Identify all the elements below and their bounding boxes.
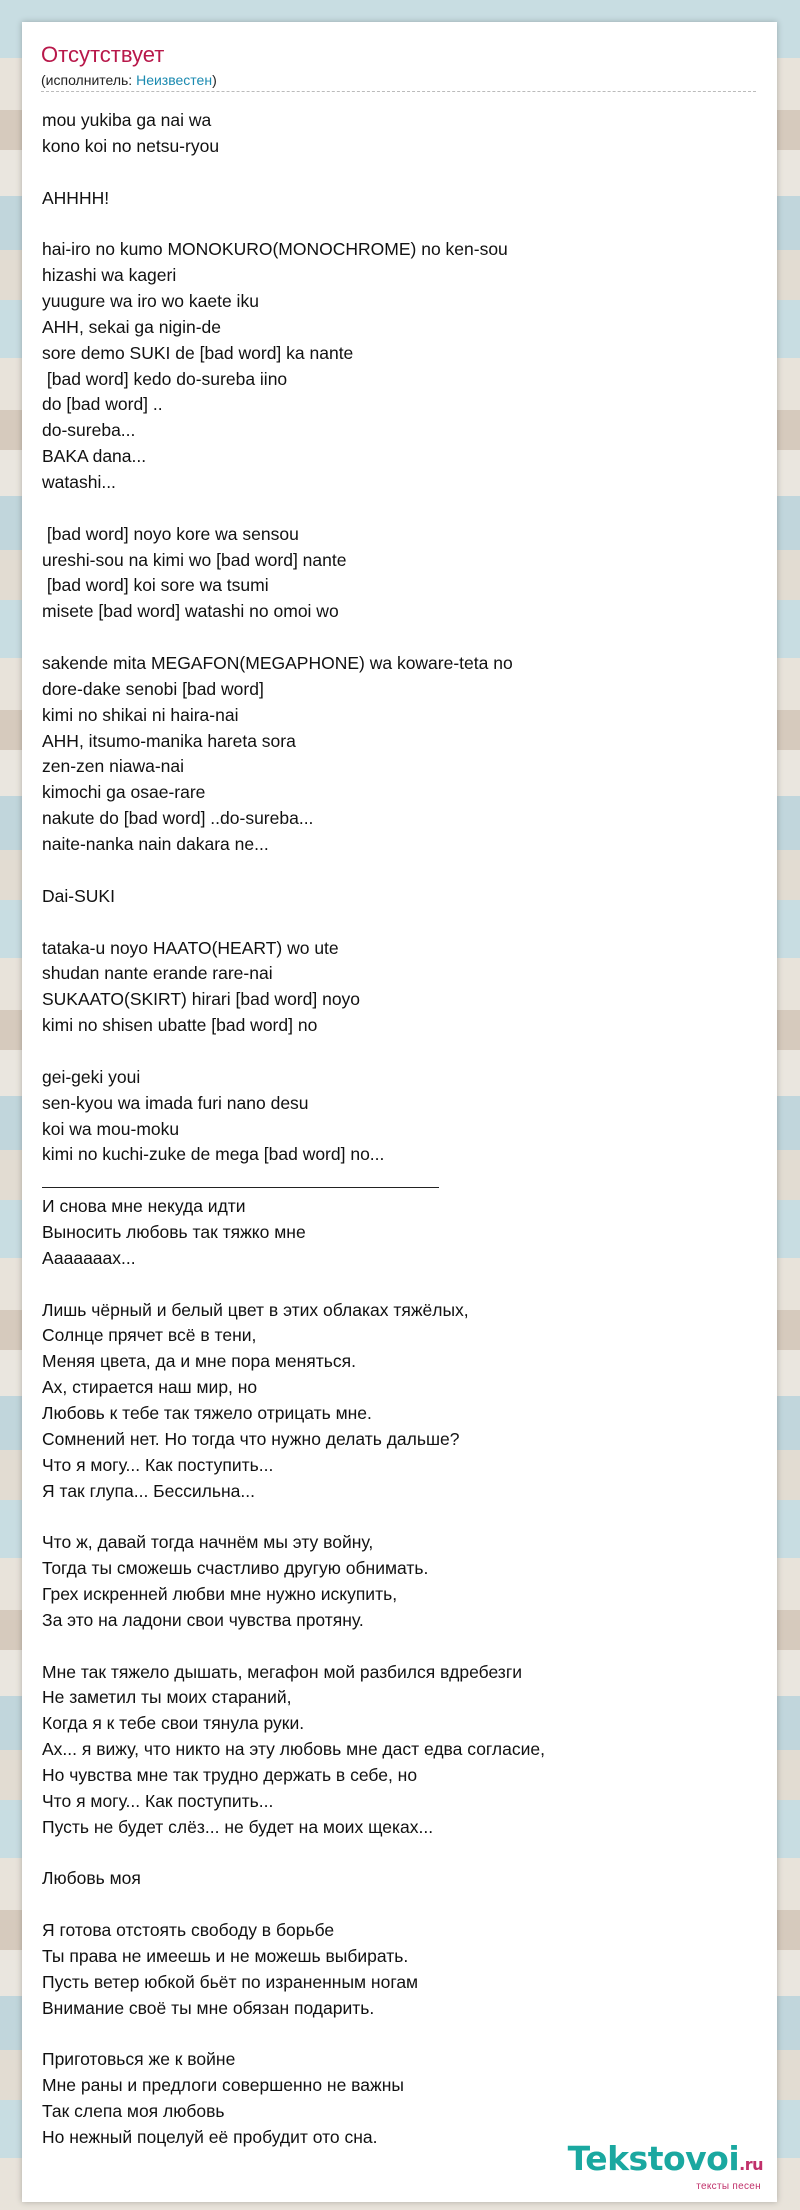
- lyric-line: Ах, стирается наш мир, но: [42, 1377, 258, 1398]
- lyric-line: Любовь к тебе так тяжело отрицать мне.: [42, 1402, 372, 1423]
- lyric-line: Так слепа моя любовь: [42, 2101, 225, 2122]
- lyric-line: dore-dake senobi [bad word]: [42, 678, 264, 699]
- lyric-line: Мне так тяжело дышать, мегафон мой разбился вдребезги: [42, 1661, 522, 1682]
- lyric-line: misete [bad word] watashi no omoi wo: [42, 601, 339, 622]
- lyric-line: [42, 625, 752, 651]
- lyric-line: [42, 211, 752, 237]
- lyric-line: [42, 858, 752, 884]
- artist-link[interactable]: Неизвестен: [136, 72, 213, 88]
- lyric-line: AHH, itsumo-manika hareta sora: [42, 730, 296, 751]
- logo-name: Tekstovoi: [567, 2139, 740, 2178]
- lyric-line: Не заметил ты моих стараний,: [42, 1687, 292, 1708]
- lyric-line: kono koi no netsu-ryou: [42, 135, 220, 156]
- lyric-line: Пусть не будет слёз... не будет на моих щеках...: [42, 1816, 434, 1837]
- logo-tld: .ru: [739, 2155, 763, 2174]
- lyric-line: Пусть ветер юбкой бьёт по израненным ногам: [42, 1971, 419, 1992]
- lyric-line: AHHHH!: [42, 187, 110, 208]
- lyric-line: watashi...: [42, 472, 116, 493]
- lyric-line: [42, 1039, 752, 1065]
- lyric-line: Лишь чёрный и белый цвет в этих облаках тяжёлых,: [42, 1299, 469, 1320]
- lyric-line: kimochi ga osae-rare: [42, 782, 206, 803]
- lyric-line: mou yukiba ga nai wa: [42, 110, 212, 130]
- lyrics-card: [22, 22, 777, 2202]
- lyric-line: [42, 1634, 752, 1660]
- artist-prefix: (исполнитель:: [41, 72, 137, 88]
- lyric-line: Внимание своё ты мне обязан подарить.: [42, 1997, 375, 2018]
- lyric-line: Мне раны и предлоги совершенно не важны: [42, 2075, 404, 2096]
- lyric-line: Солнце прячет всё в тени,: [42, 1325, 257, 1346]
- song-title: Отсутствует: [41, 42, 165, 67]
- lyric-line: Меняя цвета, да и мне пора меняться.: [42, 1351, 356, 1372]
- lyric-line: hizashi wa kageri: [42, 265, 177, 286]
- lyric-line: Аааааaax...: [42, 1247, 136, 1268]
- lyric-line: kimi no shikai ni haira-nai: [42, 704, 239, 725]
- lyric-line: Когда я к тебе свои тянула руки.: [42, 1713, 305, 1734]
- lyric-line: Но нежный поцелуй её пробудит ото сна.: [42, 2127, 378, 2148]
- lyric-line: [bad word] kedo do-sureba iino: [42, 368, 288, 389]
- lyric-line: И снова мне некуда идти: [42, 1196, 246, 1217]
- lyric-line: do [bad word] ..: [42, 394, 163, 415]
- lyric-line: Я готова отстоять свободу в борьбе: [42, 1920, 335, 1941]
- lyric-line: AHH, sekai ga nigin-de: [42, 316, 221, 337]
- lyric-line: yuugure wa iro wo kaete iku: [42, 291, 259, 312]
- lyric-line: Но чувства мне так трудно держать в себе, но: [42, 1765, 418, 1785]
- logo-tagline: тексты песен: [696, 2181, 761, 2192]
- lyric-line: ureshi-sou na kimi wo [bad word] nante: [42, 549, 347, 570]
- lyric-line: BAKA dana...: [42, 446, 147, 467]
- lyric-line: sen-kyou wa imada furi nano desu: [42, 1092, 309, 1113]
- lyric-line: Что я могу... Как поступить...: [42, 1454, 274, 1475]
- lyric-line: nakute do [bad word] ..do-sureba...: [42, 808, 314, 829]
- translation-lyrics: [42, 1194, 752, 2151]
- lyric-line: koi wa mou-moku: [42, 1118, 180, 1139]
- lyric-line: Сомнений нет. Но тогда что нужно делать дальше?: [42, 1428, 460, 1449]
- lyric-line: [bad word] koi sore wa tsumi: [42, 575, 269, 596]
- lyric-line: kimi no shisen ubatte [bad word] no: [42, 1015, 318, 1036]
- lyric-line: Выносить любовь так тяжко мне: [42, 1221, 306, 1242]
- lyric-line: SUKAATO(SKIRT) hirari [bad word] noyo: [42, 989, 361, 1010]
- lyric-line: tataka-u noyo HAATO(HEART) wo ute: [42, 937, 339, 958]
- lyrics-text: [42, 108, 752, 2151]
- lyric-line: Ты права не имеешь и не можешь выбирать.: [42, 1946, 409, 1967]
- lyric-line: [42, 1504, 752, 1530]
- lyric-line: naite-nanka nain dakara ne...: [42, 834, 269, 855]
- lyric-line: Ах... я вижу, что никто на эту любовь мне даст едва согласие,: [42, 1739, 545, 1760]
- lyric-line: Тогда ты сможешь счастливо другую обнимать.: [42, 1558, 429, 1579]
- lyric-line: [42, 2022, 752, 2048]
- lyric-line: Любовь моя: [42, 1868, 141, 1889]
- lyric-line: [42, 1892, 752, 1918]
- lyric-line: gei-geki youi: [42, 1066, 141, 1087]
- lyric-line: [42, 160, 752, 186]
- lyric-line: [bad word] noyo kore wa sensou: [42, 523, 299, 544]
- lyric-line: Dai-SUKI: [42, 885, 115, 906]
- lyric-line: sakende mita MEGAFON(MEGAPHONE) wa koware-teta no: [42, 653, 513, 674]
- original-lyrics: [42, 108, 752, 1168]
- lyric-line: Грех искренней любви мне нужно искупить,: [42, 1583, 398, 1604]
- lyric-line: hai-iro no kumo MONOKURO(MONOCHROME) no ken-sou: [42, 239, 508, 260]
- site-logo[interactable]: [567, 2139, 763, 2192]
- lyric-line: Что я могу... Как поступить...: [42, 1790, 274, 1811]
- artist-suffix: ): [212, 72, 217, 88]
- lyric-line: Что ж, давай тогда начнём мы эту войну,: [42, 1532, 374, 1553]
- section-separator: [42, 1168, 752, 1194]
- lyric-line: За это на ладони свои чувства протяну.: [42, 1609, 364, 1630]
- lyric-line: [42, 1272, 752, 1298]
- lyric-line: kimi no kuchi-zuke de mega [bad word] no...: [42, 1144, 385, 1165]
- lyric-line: sore demo SUKI de [bad word] ka nante: [42, 342, 354, 363]
- lyric-line: Приготовься же к войне: [42, 2049, 236, 2070]
- lyric-line: Я так глупа... Бессильна...: [42, 1480, 255, 1501]
- lyric-line: [42, 910, 752, 936]
- lyric-line: [42, 496, 752, 522]
- lyric-line: [42, 1841, 752, 1867]
- lyric-line: zen-zen niawa-nai: [42, 756, 185, 777]
- lyric-line: do-sureba...: [42, 420, 136, 441]
- artist-line: [41, 72, 756, 92]
- lyric-line: shudan nante erande rare-nai: [42, 963, 273, 984]
